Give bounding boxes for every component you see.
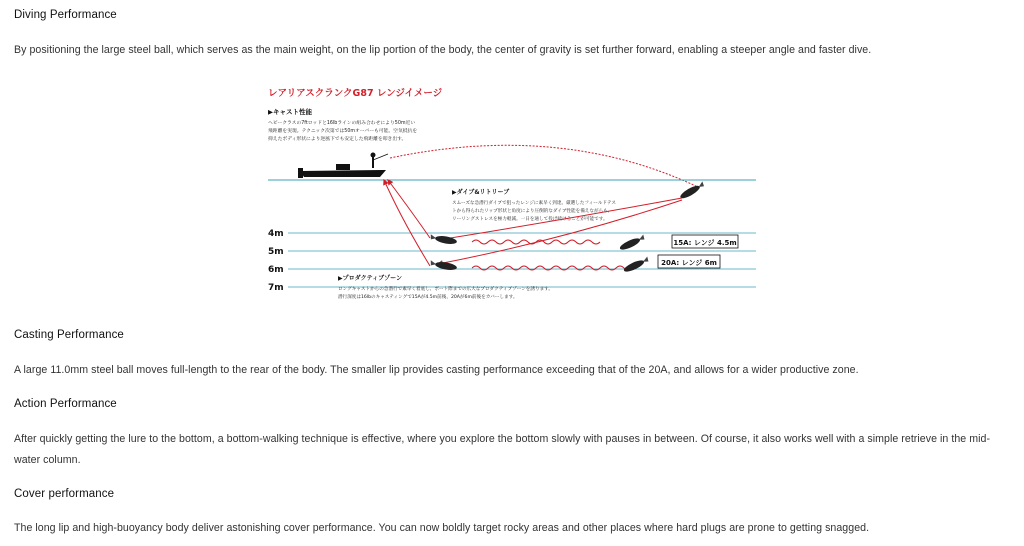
cast-line: 飛距離を実現。テクニック次第では50mオーバーも可能。空気抵抗を (268, 129, 418, 134)
dive-heading: ▶ダイブ&リトリーブ (452, 189, 510, 196)
lure-6m-icon (430, 260, 458, 272)
section-body-diving: By positioning the large steel ball, which serves as the main weight, on the lip portion of the body, the center of gravity is set further forward, enabling a steeper angle and faster dive. (14, 44, 872, 56)
range-label-15a: 15A: レンジ 4.5m (673, 239, 737, 247)
zone-heading: ▶プロダクティブゾーン (338, 275, 403, 282)
return-arrow-20a (384, 180, 430, 266)
dive-line: トから得られたリップ形状と角度により圧倒的なダイブ性能を備えながらも、 (452, 209, 613, 214)
lure-20a-icon (623, 256, 650, 274)
section-heading-casting: Casting Performance (14, 329, 124, 341)
range-label-20a: 20A: レンジ 6m (661, 259, 717, 267)
depth-label: 7m (268, 283, 284, 293)
depth-label: 4m (268, 229, 284, 239)
cast-line: 抑えたボディ形状により逆風下でも安定した飛距離を叩き出す。 (268, 137, 407, 142)
section-heading-cover: Cover performance (14, 488, 115, 500)
cast-trajectory (390, 145, 700, 188)
figure-title: レアリアスクランクG87 レンジイメージ (268, 88, 443, 99)
section-body-casting: A large 11.0mm steel ball moves full-length to the rear of the body. The smaller lip provides casting performance exceeding that of the 20A, and allows for a wider productive zone. (14, 364, 859, 376)
angler-icon (371, 153, 389, 169)
dive-line: リーリングストレスを極力軽減。一日を通して投げ続けることが可能です。 (452, 217, 608, 222)
cast-line: ヘビークラスの7ftロッドと16lbラインの組み合わせにより50m近い (268, 121, 416, 126)
cast-heading: ▶キャスト性能 (268, 108, 312, 116)
section-heading-action: Action Performance (14, 398, 117, 410)
section-body-action: After quickly getting the lure to the bottom, a bottom-walking technique is effective, where you explore the bottom slowly with pauses in between. Of course, it also works well with a simple retrieve in the mid-water column. (14, 433, 991, 466)
retrieve-wave-15a (472, 240, 600, 244)
lure-4m-icon (430, 234, 458, 246)
dive-line: スムーズな急潜行ダイブで狙ったレンジに素早く到達。厳選したフィールドテス (452, 201, 616, 206)
lure-15a-icon (619, 234, 646, 252)
section-heading-diving: Diving Performance (14, 9, 117, 21)
section-body-cover: The long lip and high-buoyancy body deliver astonishing cover performance. You can now boldly target rocky areas and other places where hard plugs are prone to getting snagged. (14, 522, 870, 534)
zone-line: ロングキャストからの急潜行で素早く着底し、ボート際までの広大なプロダクティブゾーンを誘ります。 (338, 287, 553, 292)
range-image-figure (262, 80, 762, 312)
zone-line: 潜行深度は16lbのキャスティングで15Aが4.5m前後、20Aが6m前後をカバーします。 (338, 295, 518, 300)
depth-label: 5m (268, 247, 284, 257)
depth-label: 6m (268, 265, 284, 275)
